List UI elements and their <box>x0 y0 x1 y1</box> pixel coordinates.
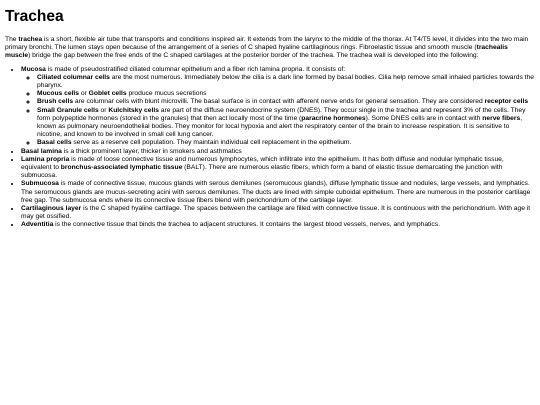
text-granule-3: , known as pulmonary neuroendothelial bodies. They monitor for local hypoxia and alert the respiratory center of the brain to increase respiration. It is sensitive to nicotine, and known to be involved in small cell lung cancer. <box>37 114 523 139</box>
text-brush: are columnar cells with blunt microvilli. The basal surface is in contact with afferent nerve ends for general sensation. They are considered <box>73 98 485 106</box>
term-ciliated: Ciliated columnar cells <box>37 73 110 81</box>
text-ciliated: are the most numerous. Immediately below the cilia is a dark line formed by basal bodies. Cilia help remove small inhaled particles towards the pharynx. <box>37 73 534 90</box>
text-granule-1: are part of the diffuse neuroendocrine system (DNES). They occur single in the trachea and represent 3% of the cells. They form polypeptide hormones (stored in the granules) that then act locally most of the time ( <box>37 106 526 122</box>
text-adventitia: is the connective tissue that binds the trachea to adjacent structures. It contains the largest blood vessels, nerves, and lymphatics. <box>53 221 440 229</box>
text-submucosa: is made of connective tissue, mucous glands with serous demilunes (seromucous glands), diffuse lymphatic tissue and nodules, large vessels, and lymphatics. The seromucous glands are mucus-secreting acini with serous demilunes. The ducts are lined with simple cuboidal epithelium. There are numerous in the posterior cartilage free gap. The submucosa ends where its connective tissue fibers blend with perichondrium of the cartilage layer. <box>21 180 531 204</box>
mucosa-sublist <box>21 74 534 148</box>
term-brush: Brush cells <box>37 98 74 106</box>
term-mucosa: Mucosa <box>21 65 46 73</box>
list-item-mucosa <box>21 66 534 148</box>
term-balt: bronchus-associated lymphatic tissue <box>60 164 183 172</box>
term-basal-lamina: Basal lamina <box>21 147 62 155</box>
text-granule-2: ). Some DNES cells are in contact with <box>365 114 483 122</box>
term-basal-cells: Basal cells <box>37 139 72 147</box>
text-basal-lamina: is a thick prominent layer, thicker in smokers and asthmatics <box>61 147 242 155</box>
intro-text-1: The <box>5 36 19 43</box>
text-mucosa: is made of pseudostratified ciliated columnar epithelium and a fiber rich lamina propria. It consists of: <box>45 65 346 73</box>
intro-text-3: ) bridge the gap between the free ends of the C shaped cartilages at the posterior border of the trachea. The trachea wall is developed into the following: <box>28 52 479 60</box>
list-item-ciliated <box>37 74 534 90</box>
term-kulchitsky: Kulchitsky cells <box>108 106 159 114</box>
intro-text-2: is a short, flexible air tube that transports and conditions inspired air. It extends from the larynx to the middle of the thorax. At T4/T5 level, it divides into the two main primary bronchi. The lumen stays open because of the arrangement of a series of C shaped hyaline cartilaginous rings. Fibroelastic tissue and smooth muscle ( <box>5 36 529 52</box>
term-goblet: Goblet cells <box>88 90 127 98</box>
term-nerve-fibers: nerve fibers <box>482 114 521 122</box>
text-mucous-or: or <box>79 90 89 98</box>
intro-paragraph <box>5 36 534 61</box>
text-basal-cells: serve as a reserve cell population. They maintain individual cell replacement in the epithelium. <box>71 139 352 147</box>
term-adventitia: Adventitia <box>21 221 54 229</box>
list-item-basal-lamina <box>21 148 534 156</box>
term-mucous: Mucous cells <box>37 90 79 98</box>
text-mucous: produce mucus secretions <box>126 90 207 98</box>
term-submucosa: Submucosa <box>21 180 59 188</box>
term-receptor: receptor cells <box>484 98 529 106</box>
list-item-mucous <box>37 90 534 98</box>
layer-list <box>5 66 534 230</box>
text-cartilage: is the C shaped hyaline cartilage. The spaces between the cartilage are filled with connective tissue. It is continuous with the perichondrium. With age it may get ossified. <box>21 205 531 221</box>
term-paracrine: paracrine hormones <box>301 114 366 122</box>
text-granule-or: or <box>98 106 109 114</box>
term-cartilage: Cartilaginous layer <box>21 205 82 213</box>
list-item-submucosa <box>21 180 534 205</box>
intro-term-trachea: trachea <box>18 36 43 43</box>
list-item-cartilage <box>21 205 534 221</box>
list-item-adventitia <box>21 221 534 229</box>
page-title: Trachea <box>5 8 64 25</box>
list-item-brush <box>37 98 534 106</box>
term-small-granule: Small Granule cells <box>37 106 99 114</box>
list-item-granule <box>37 107 534 140</box>
list-item-basal-cells <box>37 139 534 147</box>
list-item-lamina-propria <box>21 156 534 181</box>
term-lamina-propria: Lamina propria <box>21 155 70 163</box>
text-lamina-propria-1: is made of loose connective tissue and numerous lymphocytes, which infiltrate into the epithelium. It has both diffuse and nodular lymphatic tissue, equivalent to <box>21 155 504 172</box>
intro-term-trachealis: trachealis muscle <box>5 44 508 60</box>
text-lamina-propria-2: (BALT). There are numerous elastic fibers, which form a band of elastic tissue demarcating the junction with submucosa. <box>21 164 503 180</box>
